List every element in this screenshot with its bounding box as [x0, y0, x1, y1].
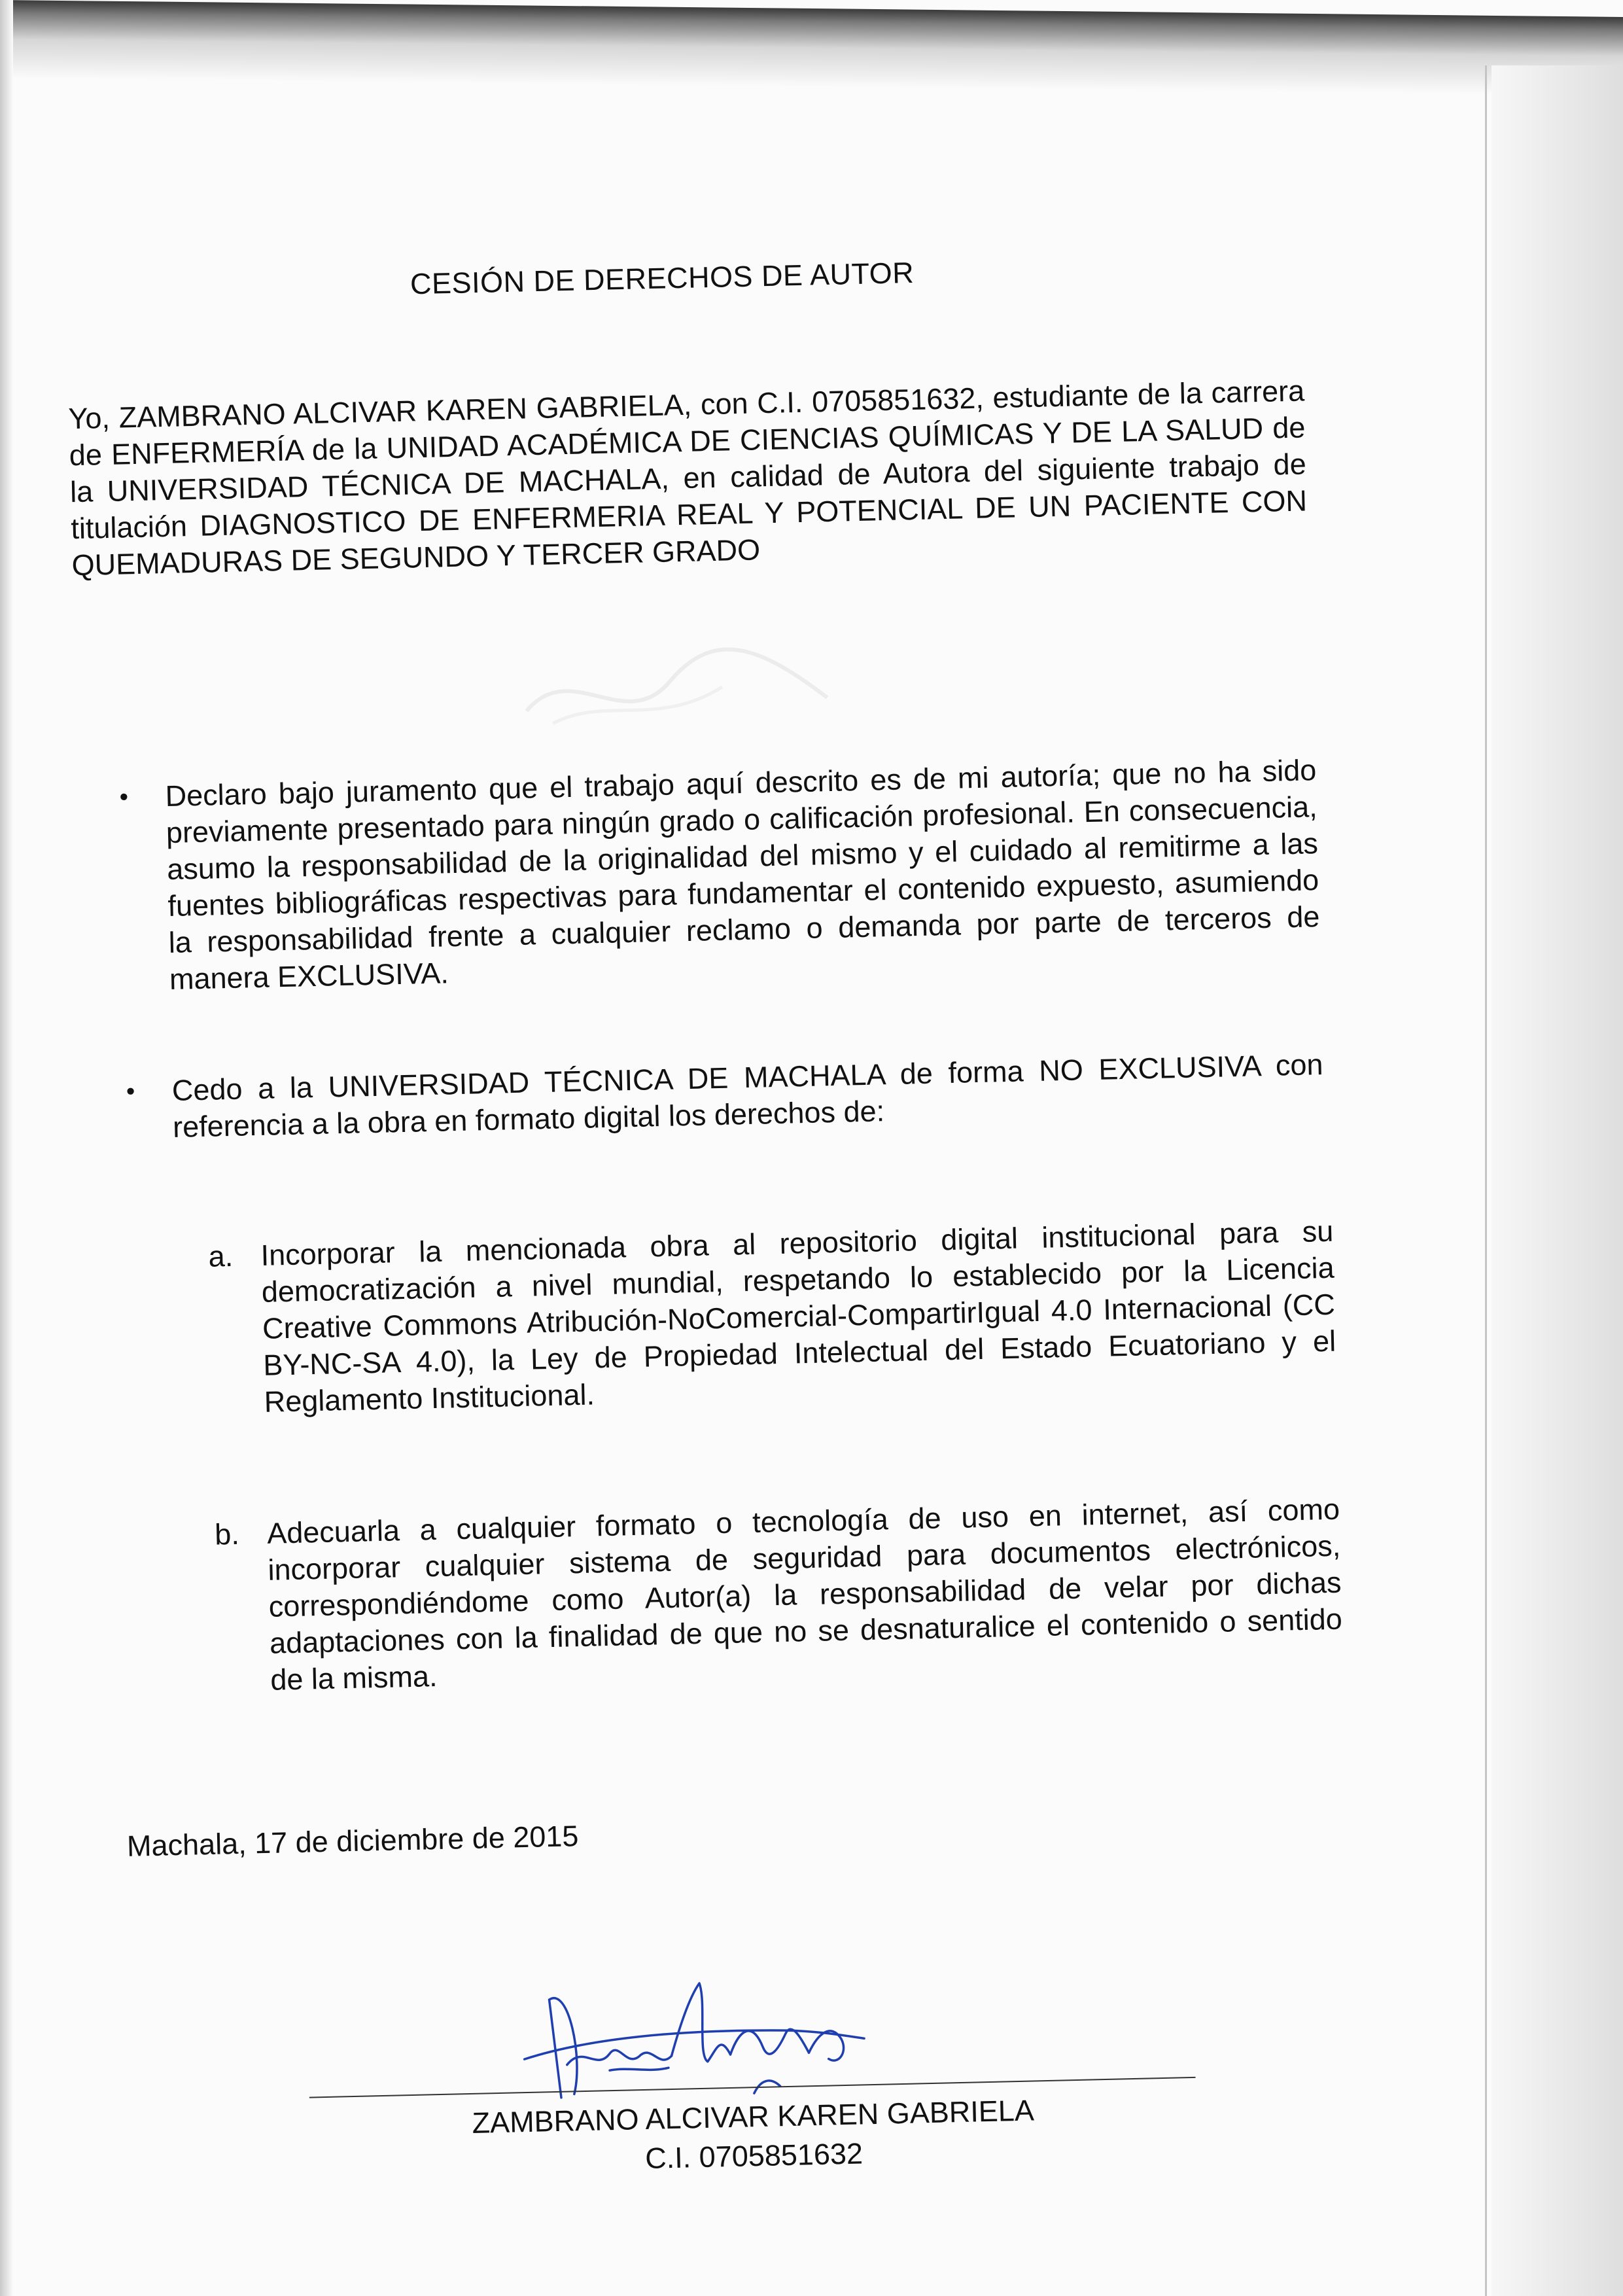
cession-text: Cedo a la UNIVERSIDAD TÉCNICA DE MACHALA de forma NO EXCLUSIVA con referencia a la obra en formato digital los derechos de: — [171, 1048, 1324, 1144]
declaration-text: Declaro bajo juramento que el trabajo aquí descrito es de mi autoría; que no ha sido previamente presentado para ningún grado o calificación profesional. En consecuencia, asumo la responsabilidad de la originalidad del mismo y el cuidado al remitirme a las fuentes bibliográficas respectivas para fundamentar el contenido expuesto, asumiendo la responsabilidad frente a cualquier reclamo o demanda por parte de terceros de manera EXCLUSIVA. — [165, 753, 1320, 997]
item-marker-a: a. — [208, 1239, 234, 1273]
bullet-marker: • — [119, 783, 129, 811]
place-date: Machala, 17 de diciembre de 2015 — [126, 1819, 579, 1863]
bullet-marker: • — [126, 1078, 135, 1106]
signer-name: ZAMBRANO ALCIVAR KAREN GABRIELA — [472, 2093, 1035, 2140]
item-b-text: Adecuarla a cualquier formato o tecnología de uso en internet, así como incorporar cualquier sistema de seguridad para documentos electrónicos, correspondiéndome como Autor(a) la responsabilidad de velar por dichas adaptaciones con la finalidad de que no se desnaturalice el contenido o sentido de la misma. — [266, 1492, 1343, 1697]
list-item-a — [208, 1213, 1337, 1422]
intro-paragraph: Yo, ZAMBRANO ALCIVAR KAREN GABRIELA, con C.I. 0705851632, estudiante de la carrera de ENFERMERÍA de la UNIDAD ACADÉMICA DE CIENCIAS QUÍMICAS Y DE LA SALUD de la UNIVERSIDAD TÉCNICA DE MACHALA, en calidad de Autora del siguiente trabajo de titulación DIAGNOSTICO DE ENFERMERIA REAL Y POTENCIAL DE UN PACIENTE CON QUEMADURAS DE SEGUNDO Y TERCER GRADO — [67, 374, 1308, 582]
signer-id: C.I. 0705851632 — [644, 2136, 864, 2175]
cession-bullet — [126, 1046, 1324, 1146]
item-a-text: Incorporar la mencionada obra al repositorio digital institucional para su democratización a nivel mundial, respetando lo establecido por la Licencia Creative Commons Atribución-NoComercial-CompartirIgual 4.0 Internacional (CC BY-NC-SA 4.0), la Ley de Propiedad Intelectual del Estado Ecuatoriano y el Reglamento Institucional. — [260, 1214, 1336, 1419]
bleed-through-mark — [512, 625, 854, 751]
document-title: CESIÓN DE DERECHOS DE AUTOR — [410, 255, 915, 301]
list-item-b — [215, 1491, 1344, 1700]
item-marker-b: b. — [214, 1517, 240, 1551]
declaration-bullet — [119, 752, 1321, 998]
